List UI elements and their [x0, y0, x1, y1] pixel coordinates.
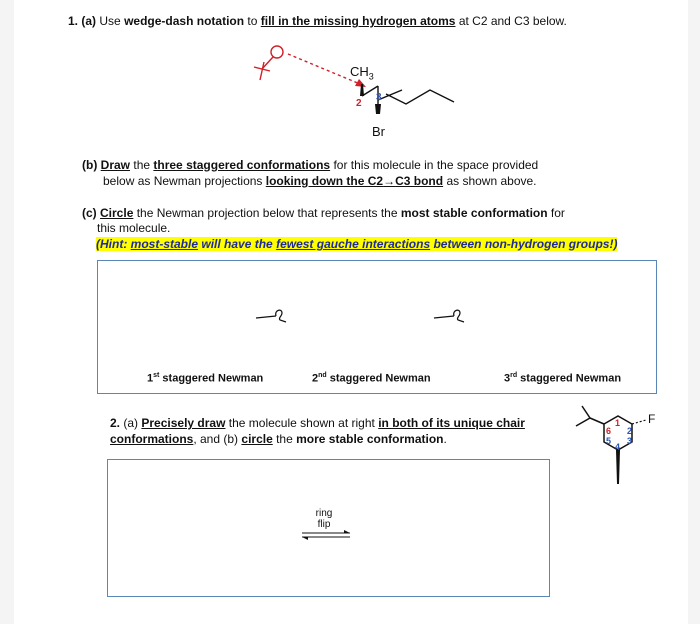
eye-viewer-icon: [432, 306, 472, 326]
carbon-2-number: 2: [356, 98, 362, 109]
question-1b-text-line2: below as Newman projections looking down the C2→C3 bond as shown above.: [103, 174, 537, 188]
hint-text: (Hint: most-stable will have the fewest gauche interactions between non-hydrogen groups!): [96, 237, 618, 251]
question-1c-text-line2: this molecule.: [97, 221, 171, 235]
question-2-text: 2. (a) Precisely draw the molecule shown at right in both of its unique chair: [110, 416, 525, 430]
question-2-text-line2: conformations, and (b) circle the more stable conformation.: [110, 432, 447, 446]
ring-number-6: 6: [606, 426, 612, 436]
newman-label-1: 1st staggered Newman: [147, 372, 264, 385]
newman-label-2: 2nd staggered Newman: [312, 372, 431, 385]
br-label: Br: [372, 124, 385, 139]
newman-label-3: 3rd staggered Newman: [504, 372, 622, 385]
question-1a-text: 1. (a) Use wedge-dash notation to fill in the missing hydrogen atoms at C2 and C3 below.: [68, 14, 567, 28]
ring-flip-label: ring flip: [315, 508, 333, 530]
equilibrium-arrow: [300, 530, 352, 540]
ring-number-3: 3: [627, 436, 633, 446]
fluorine-label: F: [648, 412, 656, 426]
ring-number-1: 1: [615, 418, 621, 428]
ring-number-5: 5: [606, 436, 612, 446]
ring-number-4: 4: [615, 442, 621, 452]
carbon-3-number: 3: [376, 92, 382, 103]
molecule-skeleton: [350, 80, 480, 130]
worksheet-page: [14, 0, 688, 624]
ring-number-2: 2: [627, 426, 633, 436]
ch3-label: $CH_3$: [350, 64, 374, 82]
eye-viewer-icon: [254, 306, 294, 326]
question-1c-text: (c) Circle the Newman projection below that represents the most stable conformation for: [82, 206, 565, 220]
question-1b-text: (b) Draw the three staggered conformations for this molecule in the space provided: [82, 158, 539, 172]
